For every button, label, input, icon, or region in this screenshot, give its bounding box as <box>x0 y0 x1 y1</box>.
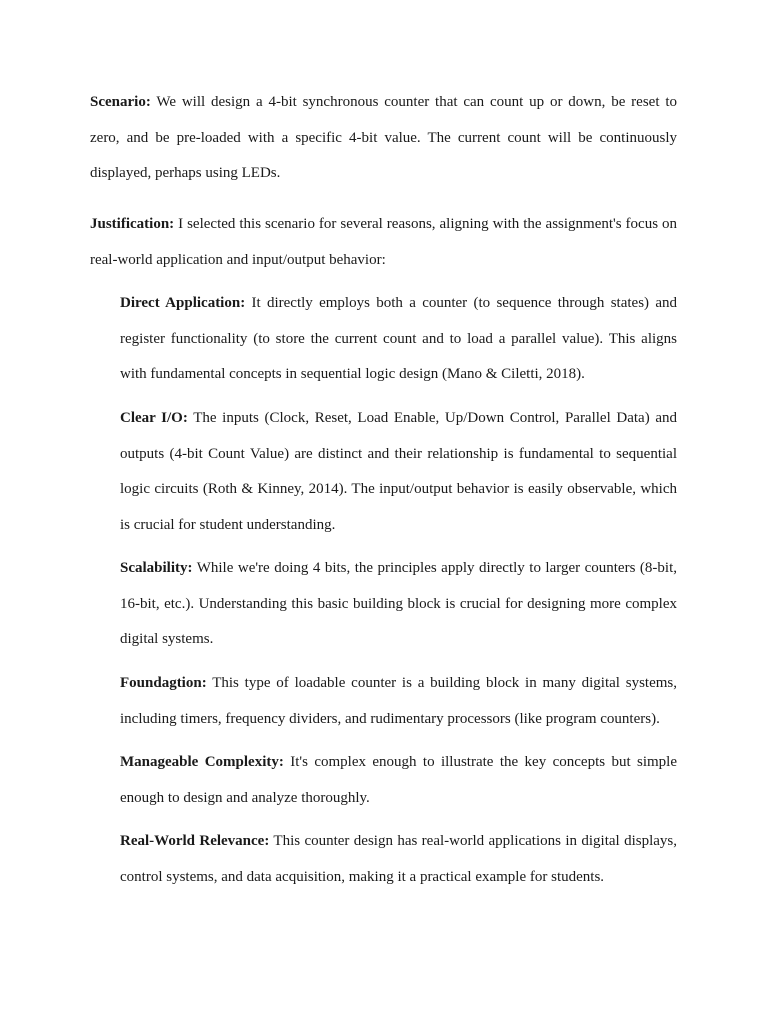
scenario-paragraph <box>90 85 677 192</box>
point-label: Real-World Relevance: <box>120 833 270 849</box>
point-direct-application <box>120 286 677 393</box>
point-label: Scalability: <box>120 560 193 576</box>
point-real-world-relevance <box>120 824 677 895</box>
point-text: It directly employs both a counter (to sequence through states) and register functionality (to store the current count and to load a parallel value). This aligns with fundamental concepts in sequential logic design (Mano & Ciletti, 2018). <box>120 295 677 383</box>
point-text: This type of loadable counter is a building block in many digital systems, including timers, frequency dividers, and rudimentary processors (like program counters). <box>120 675 677 727</box>
point-label: Clear I/O: <box>120 410 188 426</box>
point-text: The inputs (Clock, Reset, Load Enable, Up/Down Control, Parallel Data) and outputs (4-bit Count Value) are distinct and their relationship is fundamental to sequential logic circuits (Roth & Kinney, 2014). The input/output behavior is easily observable, which is crucial for student understanding. <box>120 410 677 534</box>
point-text: While we're doing 4 bits, the principles apply directly to larger counters (8-bit, 16-bit, etc.). Understanding this basic building block is crucial for designing more complex digital systems. <box>120 560 677 648</box>
point-scalability <box>120 551 677 658</box>
justification-text: I selected this scenario for several reasons, aligning with the assignment's focus on real-world application and input/output behavior: <box>90 216 677 268</box>
point-label: Foundagtion: <box>120 675 207 691</box>
point-clear-io <box>120 401 677 544</box>
scenario-text: We will design a 4-bit synchronous counter that can count up or down, be reset to zero, and be pre-loaded with a specific 4-bit value. The current count will be continuously displayed, perhaps using LEDs. <box>90 94 677 182</box>
point-text: This counter design has real-world applications in digital displays, control systems, and data acquisition, making it a practical example for students. <box>120 833 677 885</box>
justification-paragraph <box>90 207 677 278</box>
scenario-label: Scenario: <box>90 94 151 110</box>
point-text: It's complex enough to illustrate the key concepts but simple enough to design and analyze thoroughly. <box>120 754 677 806</box>
point-label: Direct Application: <box>120 295 246 311</box>
point-label: Manageable Complexity: <box>120 754 284 770</box>
justification-label: Justification: <box>90 216 175 232</box>
point-manageable-complexity <box>120 745 677 816</box>
point-foundation <box>120 666 677 737</box>
